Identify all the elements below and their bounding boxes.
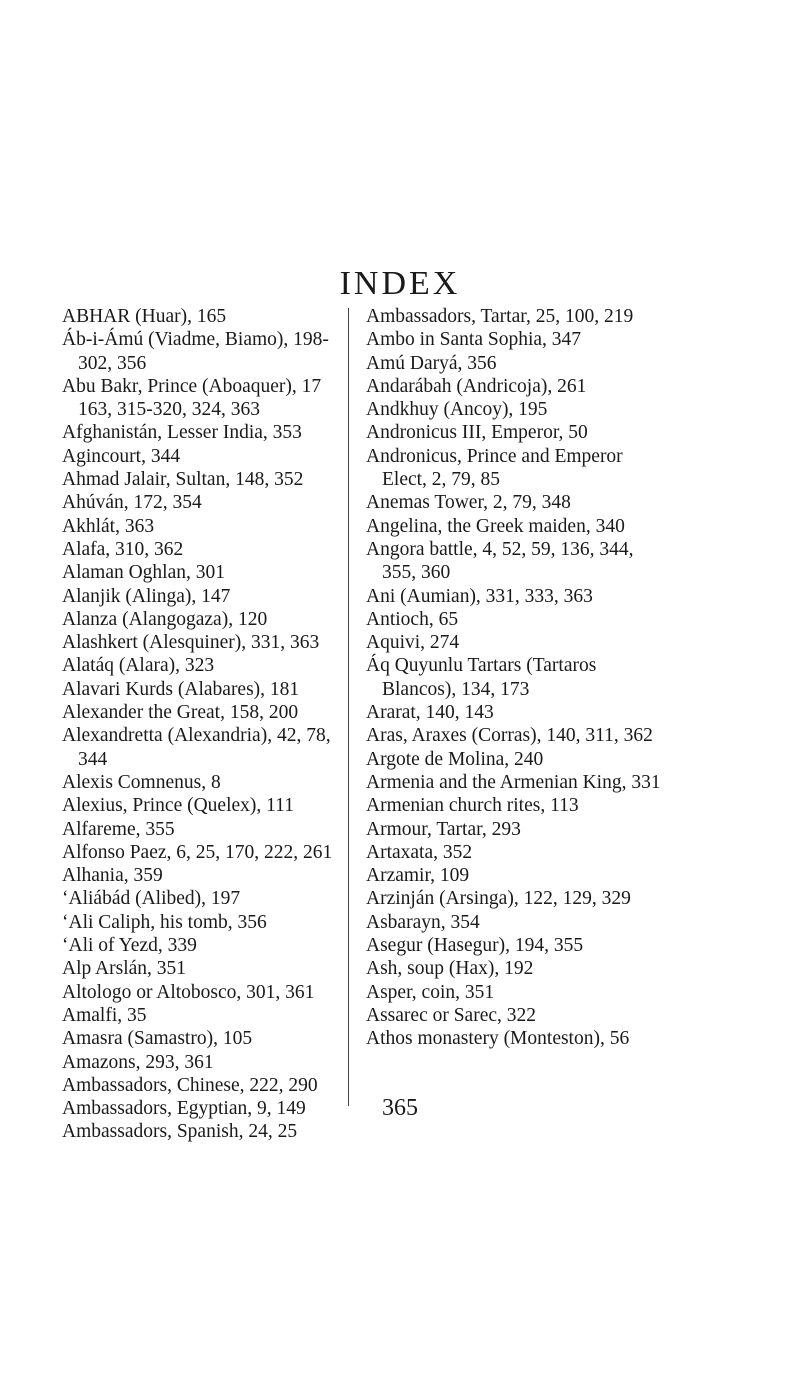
index-entry: Alexander the Great, 158, 200 <box>62 702 299 724</box>
index-entry: Alanza (Alangogaza), 120 <box>62 608 268 630</box>
index-entry: Athos monastery (Monteston), 56 <box>366 1028 630 1050</box>
index-entry: Ambassadors, Chinese, 222, 290 <box>62 1074 318 1096</box>
index-entry: Arzamir, 109 <box>366 865 470 887</box>
index-entry: ‘Aliábád (Alibed), 197 <box>62 888 241 910</box>
index-entry: Antioch, 65 <box>366 608 459 630</box>
index-entry: Aras, Araxes (Corras), 140, 311, 362 <box>366 725 653 747</box>
index-entry: Angelina, the Greek maiden, 340 <box>366 515 625 537</box>
index-entry: Áb-i-Ámú (Viadme, Biamo), 198-302, 356 <box>62 329 329 374</box>
index-entry: ‘Ali Caliph, his tomb, 356 <box>62 911 267 933</box>
index-entry: Afghanistán, Lesser India, 353 <box>62 422 302 444</box>
index-entry: Alatáq (Alara), 323 <box>62 655 215 677</box>
index-entry: ABHAR (Huar), 165 <box>62 306 227 327</box>
index-entry: Aquivi, 274 <box>366 632 460 654</box>
index-entry: Andarábah (Andricoja), 261 <box>366 375 587 397</box>
index-entry: Alafa, 310, 362 <box>62 538 184 560</box>
index-entry: Áq Quyunlu Tartars (Tartaros Blancos), 134, 173 <box>366 655 597 700</box>
index-entry: Angora battle, 4, 52, 59, 136, 344, 355, 360 <box>366 538 634 584</box>
index-entry: Ambassadors, Tartar, 25, 100, 219 <box>366 306 634 327</box>
index-entry: Argote de Molina, 240 <box>366 748 544 770</box>
page-number: 365 <box>382 1095 418 1121</box>
index-entry: Alaman Oghlan, 301 <box>62 562 226 584</box>
index-entry: Amalfi, 35 <box>62 1004 147 1026</box>
index-entry: ‘Ali of Yezd, 339 <box>62 935 197 957</box>
index-entry: Alexandretta (Alexandria), 42, 78, 344 <box>62 725 331 770</box>
index-entry: Alfonso Paez, 6, 25, 170, 222, 261 <box>62 841 333 863</box>
index-entry: Armenian church rites, 113 <box>366 795 579 817</box>
index-entry: Ahmad Jalair, Sultan, 148, 352 <box>62 469 304 491</box>
index-column-right <box>366 305 664 1051</box>
index-entry: Ambassadors, Spanish, 24, 25 <box>62 1121 298 1143</box>
index-entry: Armenia and the Armenian King, 331 <box>366 771 661 793</box>
index-entry: Agincourt, 344 <box>62 445 181 467</box>
index-entry: Alavari Kurds (Alabares), 181 <box>62 678 300 700</box>
index-entry: Asper, coin, 351 <box>366 981 495 1003</box>
column-divider <box>348 308 349 1106</box>
index-entry: Amazons, 293, 361 <box>62 1051 214 1073</box>
index-entry: Assarec or Sarec, 322 <box>366 1004 537 1026</box>
index-entry: Ani (Aumian), 331, 333, 363 <box>366 585 593 607</box>
index-entry: Amú Daryá, 356 <box>366 352 497 374</box>
index-entry: Ambo in Santa Sophia, 347 <box>366 329 582 351</box>
index-entry: Akhlát, 363 <box>62 515 155 537</box>
index-entry: Ahúván, 172, 354 <box>62 492 202 514</box>
index-entry: Alexius, Prince (Quelex), 111 <box>62 795 294 817</box>
index-entry: Alfareme, 355 <box>62 818 175 840</box>
index-entry: Amasra (Samastro), 105 <box>62 1028 253 1050</box>
index-entry: Armour, Tartar, 293 <box>366 818 521 840</box>
index-entry: Ash, soup (Hax), 192 <box>366 958 534 980</box>
index-entry: Alanjik (Alinga), 147 <box>62 585 231 607</box>
index-entry: Andronicus, Prince and Emperor Elect, 2, 79, 85 <box>366 445 623 491</box>
index-entry: Arzinján (Arsinga), 122, 129, 329 <box>366 888 631 910</box>
index-entry: Alashkert (Alesquiner), 331, 363 <box>62 632 320 654</box>
index-entry: Ararat, 140, 143 <box>366 702 494 724</box>
index-entry: Asbarayn, 354 <box>366 911 480 933</box>
index-entry: Andkhuy (Ancoy), 195 <box>366 399 548 421</box>
index-entry: Artaxata, 352 <box>366 841 473 863</box>
index-entry: Altologo or Altobosco, 301, 361 <box>62 981 315 1003</box>
index-entry: Anemas Tower, 2, 79, 348 <box>366 492 571 514</box>
index-entry: Asegur (Hasegur), 194, 355 <box>366 935 584 957</box>
index-entry: Alp Arslán, 351 <box>62 958 187 980</box>
index-column-left <box>62 305 340 1144</box>
index-entry: Abu Bakr, Prince (Aboaquer), 17 163, 315-320, 324, 363 <box>62 375 322 421</box>
index-entry: Ambassadors, Egyptian, 9, 149 <box>62 1098 306 1120</box>
index-entry: Alexis Comnenus, 8 <box>62 771 221 793</box>
index-entry: Alhania, 359 <box>62 865 163 887</box>
index-heading: INDEX <box>339 265 461 302</box>
index-entry: Andronicus III, Emperor, 50 <box>366 422 588 444</box>
